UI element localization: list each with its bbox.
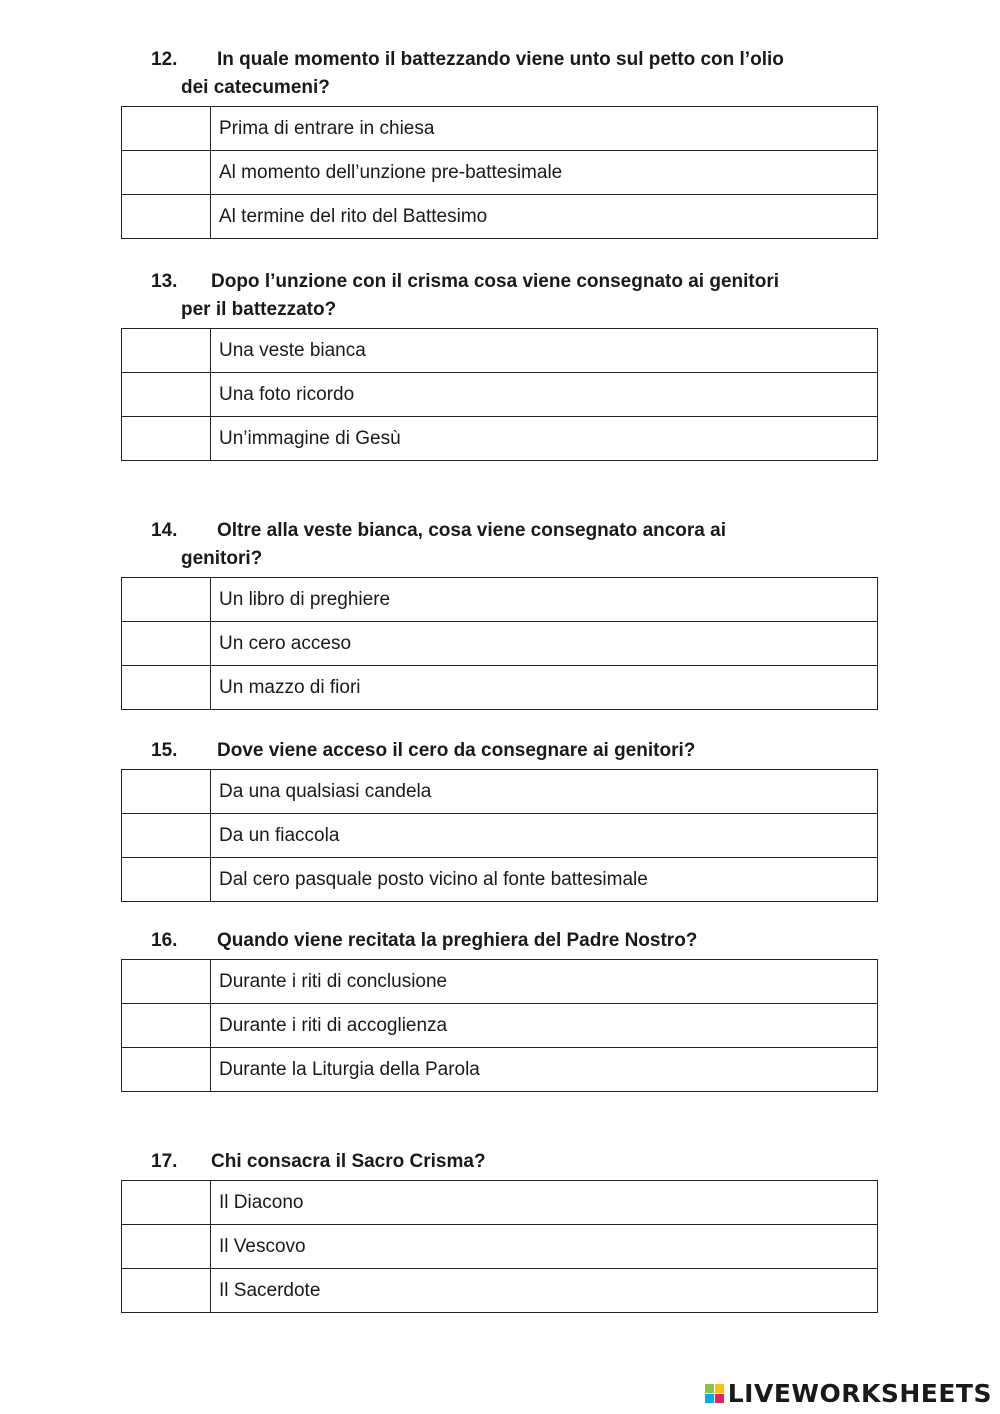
answer-row: [122, 107, 878, 151]
answer-checkbox[interactable]: [122, 960, 211, 1004]
question-text-line2: per il battezzato?: [181, 299, 337, 320]
answer-table: [121, 959, 878, 1092]
answer-checkbox[interactable]: [122, 329, 211, 373]
answer-option: Una veste bianca: [211, 329, 878, 373]
answer-checkbox[interactable]: [122, 578, 211, 622]
answer-checkbox[interactable]: [122, 195, 211, 239]
question-number: 15.: [151, 740, 178, 761]
answer-checkbox[interactable]: [122, 1048, 211, 1092]
answer-row: [122, 329, 878, 373]
question-15: [121, 737, 878, 902]
question-text-line1: Oltre alla veste bianca, cosa viene consegnato ancora ai: [217, 520, 727, 541]
answer-table: [121, 106, 878, 239]
answer-row: [122, 373, 878, 417]
logo-text: LIVEWORKSHEETS: [727, 1379, 992, 1408]
question-title: [121, 737, 878, 765]
answer-row: [122, 1048, 878, 1092]
answer-row: [122, 578, 878, 622]
answer-option: Un libro di preghiere: [211, 578, 878, 622]
answer-table: [121, 328, 878, 461]
question-14: [121, 517, 878, 710]
logo-square: [715, 1384, 724, 1393]
answer-checkbox[interactable]: [122, 858, 211, 902]
question-text-line1: Chi consacra il Sacro Crisma?: [211, 1151, 486, 1172]
answer-checkbox[interactable]: [122, 1004, 211, 1048]
answer-option: Durante la Liturgia della Parola: [211, 1048, 878, 1092]
answer-option: Al termine del rito del Battesimo: [211, 195, 878, 239]
answer-checkbox[interactable]: [122, 622, 211, 666]
question-text-line1: In quale momento il battezzando viene unto sul petto con l’olio: [217, 49, 784, 70]
answer-table: [121, 1180, 878, 1313]
answer-row: [122, 622, 878, 666]
answer-option: Da una qualsiasi candela: [211, 770, 878, 814]
question-13: [121, 268, 878, 461]
question-title: [121, 517, 878, 573]
question-number: 13.: [151, 271, 178, 292]
answer-table: [121, 577, 878, 710]
answer-checkbox[interactable]: [122, 666, 211, 710]
answer-row: [122, 770, 878, 814]
answer-checkbox[interactable]: [122, 151, 211, 195]
answer-row: [122, 814, 878, 858]
question-text-line2: genitori?: [181, 548, 263, 569]
answer-checkbox[interactable]: [122, 1269, 211, 1313]
answer-row: [122, 417, 878, 461]
answer-option: Al momento dell’unzione pre-battesimale: [211, 151, 878, 195]
question-title: [121, 268, 878, 324]
question-12: [121, 46, 878, 239]
answer-row: [122, 960, 878, 1004]
answer-option: Un cero acceso: [211, 622, 878, 666]
answer-row: [122, 666, 878, 710]
question-title: [121, 46, 878, 102]
answer-row: [122, 858, 878, 902]
answer-option: Il Vescovo: [211, 1225, 878, 1269]
answer-row: [122, 1181, 878, 1225]
question-text-line1: Dove viene acceso il cero da consegnare ai genitori?: [217, 740, 696, 761]
question-number: 14.: [151, 520, 178, 541]
answer-row: [122, 1004, 878, 1048]
answer-checkbox[interactable]: [122, 1225, 211, 1269]
answer-checkbox[interactable]: [122, 814, 211, 858]
answer-option: Un mazzo di fiori: [211, 666, 878, 710]
question-title: [121, 927, 878, 955]
answer-option: Una foto ricordo: [211, 373, 878, 417]
answer-row: [122, 195, 878, 239]
answer-option: Il Sacerdote: [211, 1269, 878, 1313]
answer-option: Un’immagine di Gesù: [211, 417, 878, 461]
logo-square: [705, 1394, 714, 1403]
logo-square: [715, 1394, 724, 1403]
answer-row: [122, 1225, 878, 1269]
answer-option: Durante i riti di accoglienza: [211, 1004, 878, 1048]
question-text-line1: Dopo l’unzione con il crisma cosa viene consegnato ai genitori: [211, 271, 780, 292]
answer-option: Il Diacono: [211, 1181, 878, 1225]
question-title: [121, 1148, 878, 1176]
answer-checkbox[interactable]: [122, 770, 211, 814]
answer-checkbox[interactable]: [122, 107, 211, 151]
question-number: 12.: [151, 49, 178, 70]
answer-checkbox[interactable]: [122, 373, 211, 417]
question-text-line2: dei catecumeni?: [181, 77, 330, 98]
answer-option: Dal cero pasquale posto vicino al fonte battesimale: [211, 858, 878, 902]
answer-option: Da un fiaccola: [211, 814, 878, 858]
answer-row: [122, 1269, 878, 1313]
liveworksheets-logo: [705, 1379, 992, 1408]
question-text-line1: Quando viene recitata la preghiera del Padre Nostro?: [217, 930, 698, 951]
question-number: 17.: [151, 1151, 178, 1172]
answer-checkbox[interactable]: [122, 417, 211, 461]
answer-option: Prima di entrare in chiesa: [211, 107, 878, 151]
answer-table: [121, 769, 878, 902]
question-number: 16.: [151, 930, 178, 951]
answer-row: [122, 151, 878, 195]
logo-mark-icon: [705, 1384, 724, 1403]
answer-option: Durante i riti di conclusione: [211, 960, 878, 1004]
question-16: [121, 927, 878, 1092]
logo-square: [705, 1384, 714, 1393]
question-17: [121, 1148, 878, 1313]
answer-checkbox[interactable]: [122, 1181, 211, 1225]
